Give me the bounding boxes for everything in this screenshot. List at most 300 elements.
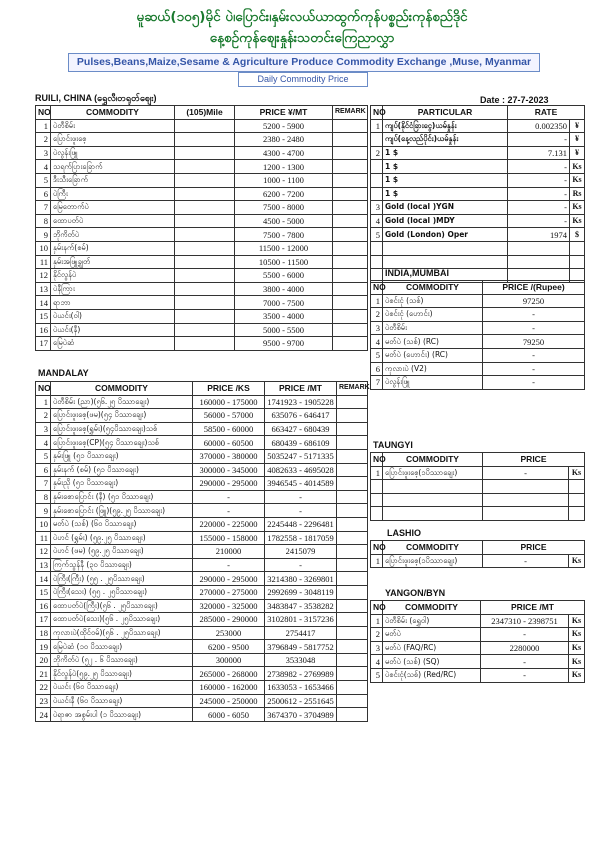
ruili-row-cell	[175, 146, 235, 160]
mandalay-row	[36, 449, 368, 463]
yangon-row-cell: ပဲစင်းငုံ(သစ်) (Red/RC)	[383, 668, 481, 682]
mandalay-row-cell: 6200 - 9500	[193, 640, 265, 654]
mandalay-row-cell: ပဲဟင် (ရွှမ်း) (၅၉.၂၅ ပိဿာချေး)	[51, 531, 193, 545]
mandalay-row-cell	[337, 653, 368, 667]
mandalay-row	[36, 490, 368, 504]
ruili-row	[36, 309, 368, 323]
ruili-row-cell	[175, 133, 235, 147]
mandalay-row	[36, 667, 368, 681]
india-row-cell: 6	[371, 362, 383, 376]
col-price: PRICE ¥/MT	[235, 106, 333, 120]
taungyi-empty-row-cell	[383, 493, 483, 507]
india-row	[371, 362, 585, 376]
india-row	[371, 376, 585, 390]
yangon-header-row	[371, 601, 585, 615]
date-label: Date : 27-7-2023	[480, 95, 549, 105]
ruili-row-cell: သရက်ပြားခြောက်	[51, 160, 175, 174]
yangon-row-cell: 2347310 - 2398751	[481, 614, 569, 628]
taungyi-row-cell: ပြောင်းဖူးစေ့(၁ပိဿာချေး)	[383, 466, 483, 480]
ruili-row-cell: 8	[36, 214, 51, 228]
yangon-row-cell: ပဲတီစိမ်း (ရွှေဝါ)	[383, 614, 481, 628]
ruili-row-cell: ပဲတီစိမ်း	[51, 119, 175, 133]
mandalay-row-cell	[337, 422, 368, 436]
ruili-row-cell: နှမ်းအဖြူ့ချွတ်	[51, 255, 175, 269]
mandalay-row-cell: ပဲကြီး(သေး) (၅၅ . ၂၅ပိဿာချေး)	[51, 585, 193, 599]
mandalay-row-cell: 1	[36, 395, 51, 409]
ruili-row	[36, 282, 368, 296]
ruili-row-cell: 3800 - 4000	[235, 282, 333, 296]
mandalay-row	[36, 504, 368, 518]
india-row	[371, 335, 585, 349]
ruili-row	[36, 173, 368, 187]
lashio-header-row	[371, 541, 585, 555]
mandalay-row-cell: 16	[36, 599, 51, 613]
col-price-ks: PRICE /KS	[193, 382, 265, 396]
taungyi-row-cell: 1	[371, 466, 383, 480]
rate-row	[371, 201, 585, 215]
mandalay-row-cell: ပဲရာဇာ အစွမ်းပါ (၁ ပိဿာချေး)	[51, 708, 193, 722]
rate-row-cell	[371, 160, 383, 174]
mandalay-row-cell: 22	[36, 681, 51, 695]
mandalay-row-cell	[337, 531, 368, 545]
ruili-row-cell: 5000 - 5500	[235, 323, 333, 337]
rate-empty-row	[371, 255, 585, 269]
daily-price-label: Daily Commodity Price	[238, 72, 368, 87]
ruili-row-cell	[333, 323, 368, 337]
taungyi-row	[371, 466, 585, 480]
ruili-row	[36, 133, 368, 147]
yangon-row-cell: Ks	[569, 641, 585, 655]
mandalay-row-cell: 2415079	[265, 545, 337, 559]
mandalay-row-cell: နိုင်လွန်ပဲ(၅၉.၂၅ ပိဿာချေး)	[51, 667, 193, 681]
rate-row-cell: -	[508, 173, 570, 187]
mandalay-header-row	[36, 382, 368, 396]
mandalay-row-cell: -	[193, 490, 265, 504]
rate-row	[371, 133, 585, 147]
mandalay-row-cell	[337, 558, 368, 572]
col-no: NO	[371, 601, 383, 615]
mandalay-row-cell: 155000 - 158000	[193, 531, 265, 545]
mandalay-row	[36, 422, 368, 436]
yangon-row-cell: 2	[371, 628, 383, 642]
india-row-cell: ပဲတီစိမ်း	[383, 321, 483, 335]
col-commodity: COMMODITY	[383, 453, 483, 467]
mandalay-row-cell: မတ်ပဲ (သစ်) (၆၀ ပိဿာချေး)	[51, 517, 193, 531]
mandalay-row-cell: 2754417	[265, 626, 337, 640]
mandalay-row	[36, 640, 368, 654]
ruili-row-cell	[175, 323, 235, 337]
mandalay-row-cell	[337, 449, 368, 463]
lashio-row-cell: 1	[371, 554, 383, 568]
ruili-row-cell	[333, 228, 368, 242]
mandalay-row-cell: 17	[36, 613, 51, 627]
yangon-row-cell: Ks	[569, 668, 585, 682]
yangon-row-cell: 4	[371, 655, 383, 669]
ruili-row-cell: ထောပတ်ပဲ	[51, 214, 175, 228]
ruili-row-cell: နိုင်လွန်ပဲ	[51, 269, 175, 283]
header-subtitle-burmese: နေ့စဉ်ကုန်စျေးနှုန်းသတင်းကြေညာလွှာ	[209, 30, 395, 46]
ruili-row-cell	[333, 214, 368, 228]
ruili-row-cell	[333, 241, 368, 255]
mandalay-row	[36, 681, 368, 695]
mandalay-row-cell: 5035247 - 5171335	[265, 449, 337, 463]
ruili-row	[36, 146, 368, 160]
rate-header-row	[371, 106, 585, 120]
rate-row-cell: 1 $	[383, 187, 508, 201]
col-commodity: COMMODITY	[383, 601, 481, 615]
mandalay-row	[36, 626, 368, 640]
mandalay-row-cell: 60000 - 60500	[193, 436, 265, 450]
mandalay-row	[36, 599, 368, 613]
ruili-row-cell: ရာဘာ	[51, 296, 175, 310]
mandalay-row-cell: 8	[36, 490, 51, 504]
ruili-label: RUILI, CHINA (ရွှေလီ၊တရုတ်ဈေး)	[35, 93, 157, 103]
rate-row-cell: 1	[371, 119, 383, 133]
taungyi-empty-row	[371, 480, 585, 494]
rate-empty-row-cell	[570, 241, 585, 255]
yangon-label: YANGON/BYN	[385, 588, 446, 598]
rate-row-cell: Ks	[570, 201, 585, 215]
rate-row	[371, 228, 585, 242]
mandalay-row-cell	[337, 477, 368, 491]
mandalay-row	[36, 708, 368, 722]
ruili-row-cell: 1000 - 1100	[235, 173, 333, 187]
mandalay-row-cell: 58500 - 60000	[193, 422, 265, 436]
rate-row-cell	[371, 133, 383, 147]
mandalay-label: MANDALAY	[38, 368, 89, 378]
india-row	[371, 294, 585, 308]
mandalay-row-cell: 210000	[193, 545, 265, 559]
mandalay-row-cell: 270000 - 275000	[193, 585, 265, 599]
header-title-burmese: မူဆယ်(၁၀၅)မိုင် ပဲ၊ပြောင်း၊နှမ်းလယ်ယာထွက်ကုန်ပစ္စည်းကုန်စည်ဒိုင်	[136, 9, 468, 25]
mandalay-row-cell: နှမ်းဖြူ (၅၁ ပိဿာချေး)	[51, 449, 193, 463]
mandalay-table	[35, 381, 368, 722]
rate-row-cell: Gold (London) Oper	[383, 228, 508, 242]
rate-row	[371, 160, 585, 174]
ruili-row-cell	[175, 309, 235, 323]
yangon-row	[371, 628, 585, 642]
mandalay-row-cell: 7	[36, 477, 51, 491]
rate-row-cell	[371, 187, 383, 201]
rate-row-cell: -	[508, 214, 570, 228]
taungyi-row-cell: Ks	[569, 466, 585, 480]
ruili-row-cell	[175, 228, 235, 242]
india-row	[371, 348, 585, 362]
india-label: INDIA,MUMBAI	[385, 268, 449, 278]
ruili-row-cell: ပဲယင်း(ဝါ)	[51, 309, 175, 323]
india-row-cell: 79250	[483, 335, 585, 349]
yangon-row-cell: Ks	[569, 628, 585, 642]
ruili-row-cell: ဒီးသီးခြောက်	[51, 173, 175, 187]
mandalay-row-cell: 20	[36, 653, 51, 667]
mandalay-row-cell: နှမ်းစောပြောင်း (ဖြူ)(၅၉.၂၅ ပိဿာချေး)	[51, 504, 193, 518]
mandalay-row-cell: 12	[36, 545, 51, 559]
india-row-cell: ပဲစင်းငုံ (သစ်)	[383, 294, 483, 308]
yangon-row-cell: မတ်ပဲ (သစ်) (SQ)	[383, 655, 481, 669]
mandalay-row-cell: 663427 - 680439	[265, 422, 337, 436]
rate-row-cell: ကျပ်(နေ့လည်ပိုင်း)ယမ်နှုန်း	[383, 133, 508, 147]
rate-row-cell: $	[570, 228, 585, 242]
mandalay-row-cell: -	[265, 558, 337, 572]
mandalay-row	[36, 409, 368, 423]
mandalay-row-cell: နှမ်းညို (၅၁ ပိဿာချေး)	[51, 477, 193, 491]
ruili-row-cell	[175, 337, 235, 351]
col-no: NO	[371, 281, 383, 295]
lashio-row-cell: -	[483, 554, 569, 568]
col-commodity: COMMODITY	[51, 106, 175, 120]
mandalay-row	[36, 572, 368, 586]
mandalay-row-cell: 56000 - 57000	[193, 409, 265, 423]
rate-row-cell: ¥	[570, 119, 585, 133]
mandalay-row-cell: 3533048	[265, 653, 337, 667]
india-row-cell: 97250	[483, 294, 585, 308]
col-price: PRICE /MT	[481, 601, 585, 615]
mandalay-row-cell: ပဲယင်း (၆၀ ပိဿာချေး)	[51, 681, 193, 695]
ruili-row-cell: 12	[36, 269, 51, 283]
rate-row-cell: 1 $	[383, 160, 508, 174]
india-row-cell: 1	[371, 294, 383, 308]
india-row	[371, 321, 585, 335]
yangon-row-cell: 1	[371, 614, 383, 628]
rate-row-cell: ¥	[570, 133, 585, 147]
yangon-row	[371, 655, 585, 669]
mandalay-row-cell: 320000 - 325000	[193, 599, 265, 613]
col-price: PRICE	[483, 541, 585, 555]
mandalay-row-cell: 680439 - 686109	[265, 436, 337, 450]
rate-row-cell: ကျပ်(နိုင်ငံခြားငွေ)ယမ်နှုန်း	[383, 119, 508, 133]
mandalay-row-cell: 2245448 - 2296481	[265, 517, 337, 531]
taungyi-empty-row-cell	[371, 507, 383, 521]
mandalay-row-cell: 285000 - 290000	[193, 613, 265, 627]
mandalay-row-cell	[337, 599, 368, 613]
india-row-cell: မတ်ပဲ (ဟောင်း) (RC)	[383, 348, 483, 362]
yangon-row-cell: မတ်ပဲ	[383, 628, 481, 642]
ruili-row-cell: ပဲယင်း(နီ)	[51, 323, 175, 337]
taungyi-empty-row-cell	[483, 493, 569, 507]
ruili-row-cell	[333, 282, 368, 296]
mandalay-row-cell	[337, 708, 368, 722]
mandalay-row-cell: 300000	[193, 653, 265, 667]
col-no: NO	[371, 453, 383, 467]
ruili-row-cell	[333, 160, 368, 174]
rate-row-cell: 4	[371, 214, 383, 228]
mandalay-row	[36, 613, 368, 627]
mandalay-row-cell: 635076 - 646417	[265, 409, 337, 423]
rate-row	[371, 214, 585, 228]
ruili-row-cell	[175, 173, 235, 187]
rate-row	[371, 119, 585, 133]
ruili-row-cell	[333, 255, 368, 269]
ruili-row-cell: 5200 - 5900	[235, 119, 333, 133]
india-row	[371, 308, 585, 322]
ruili-table	[35, 105, 368, 351]
col-price: PRICE	[483, 453, 585, 467]
ruili-row-cell: 9500 - 9700	[235, 337, 333, 351]
mandalay-row	[36, 694, 368, 708]
rate-row-cell: 0.002350	[508, 119, 570, 133]
mandalay-row-cell: 3	[36, 422, 51, 436]
ruili-row-cell: ပဲကြီး	[51, 187, 175, 201]
ruili-row	[36, 201, 368, 215]
ruili-row-cell: 2	[36, 133, 51, 147]
col-commodity: COMMODITY	[383, 541, 483, 555]
mandalay-row-cell: 220000 - 225000	[193, 517, 265, 531]
ruili-row-cell: ပဲလွန်းဖြူ	[51, 146, 175, 160]
india-table	[370, 280, 585, 390]
mandalay-row-cell: 3674370 - 3704989	[265, 708, 337, 722]
mandalay-row-cell: ပဲတီစိမ်း (ညာ)(၅၆.၂၅ ပိဿာချေး)	[51, 395, 193, 409]
mandalay-row-cell	[337, 667, 368, 681]
col-price-mt: PRICE /MT	[265, 382, 337, 396]
ruili-row-cell: 3	[36, 146, 51, 160]
india-row-cell: 7	[371, 376, 383, 390]
mandalay-row-cell: 2	[36, 409, 51, 423]
mandalay-row-cell: 18	[36, 626, 51, 640]
mandalay-row-cell: 290000 - 295000	[193, 477, 265, 491]
mandalay-row	[36, 531, 368, 545]
ruili-row-cell	[175, 296, 235, 310]
mandalay-row-cell: 9	[36, 504, 51, 518]
mandalay-row-cell: -	[265, 490, 337, 504]
col-mile: (105)Mile	[175, 106, 235, 120]
header-english-title: Pulses,Beans,Maize,Sesame & Agriculture Produce Commodity Exchange ,Muse, Myanmar	[68, 53, 540, 72]
ruili-row-cell: ပြောင်းဖူးစေ့	[51, 133, 175, 147]
taungyi-empty-row-cell	[569, 507, 585, 521]
ruili-row-cell: 5500 - 6000	[235, 269, 333, 283]
mandalay-row-cell: 11	[36, 531, 51, 545]
yangon-row-cell: 2280000	[481, 641, 569, 655]
ruili-row-cell: ဘိုကိတ်ပဲ	[51, 228, 175, 242]
mandalay-row-cell	[337, 463, 368, 477]
mandalay-row-cell: 2738982 - 2769989	[265, 667, 337, 681]
taungyi-empty-row-cell	[483, 480, 569, 494]
ruili-row	[36, 241, 368, 255]
rate-row-cell: 1 $	[383, 173, 508, 187]
taungyi-table	[370, 452, 585, 480]
ruili-row	[36, 228, 368, 242]
india-row-cell: 5	[371, 348, 383, 362]
mandalay-row	[36, 395, 368, 409]
col-rate: RATE	[508, 106, 585, 120]
india-row-cell: ပဲစင်းငုံ (ဟောင်း)	[383, 308, 483, 322]
rate-empty-row-cell	[383, 255, 508, 269]
mandalay-row-cell: 1741923 - 1905228	[265, 395, 337, 409]
mandalay-row	[36, 545, 368, 559]
yangon-row	[371, 614, 585, 628]
mandalay-row-cell: ထောပတ်ပဲ(သေး)(၅၆ . ၂၅ပိဿာချေး)	[51, 613, 193, 627]
ruili-row-cell	[333, 337, 368, 351]
yangon-row-cell: 3	[371, 641, 383, 655]
ruili-row	[36, 160, 368, 174]
india-row-cell: 3	[371, 321, 383, 335]
ruili-row-cell	[175, 160, 235, 174]
mandalay-row-cell	[337, 613, 368, 627]
col-commodity: COMMODITY	[51, 382, 193, 396]
mandalay-row-cell	[337, 409, 368, 423]
mandalay-row-cell: ဘိုကိတ်ပဲ (၅၂ . ၆ ပိဿာချေး)	[51, 653, 193, 667]
ruili-row-cell: 13	[36, 282, 51, 296]
rate-row-cell: Gold (local )YGN	[383, 201, 508, 215]
rate-row-cell: 1974	[508, 228, 570, 242]
ruili-row-cell: မြေတောက်ပဲ	[51, 201, 175, 215]
ruili-row-cell	[333, 269, 368, 283]
ruili-row-cell: 6200 - 7200	[235, 187, 333, 201]
ruili-row-cell: 7500 - 8000	[235, 201, 333, 215]
taungyi-empty-row-cell	[383, 480, 483, 494]
col-remark: REMARK	[333, 106, 368, 120]
india-row-cell: 2	[371, 308, 383, 322]
mandalay-row-cell	[337, 517, 368, 531]
rate-row-cell: -	[508, 133, 570, 147]
mandalay-row-cell: 245000 - 250000	[193, 694, 265, 708]
ruili-row-cell: 10	[36, 241, 51, 255]
rate-row	[371, 146, 585, 160]
rate-row	[371, 187, 585, 201]
taungyi-empty-row-cell	[371, 493, 383, 507]
mandalay-row	[36, 477, 368, 491]
mandalay-row	[36, 585, 368, 599]
lashio-row-cell: ပြောင်းဖူးစေ့(၁ပိဿာချေး)	[383, 554, 483, 568]
rate-row-cell: ¥	[570, 146, 585, 160]
mandalay-row-cell: နှမ်းနက် (စမ်) (၅၁ ပိဿာချေး)	[51, 463, 193, 477]
ruili-row-cell	[175, 187, 235, 201]
mandalay-row-cell: 21	[36, 667, 51, 681]
ruili-row-cell	[175, 201, 235, 215]
ruili-row-cell: 7000 - 7500	[235, 296, 333, 310]
rate-row-cell: Ks	[570, 173, 585, 187]
india-row-cell: -	[483, 308, 585, 322]
mandalay-row-cell	[337, 626, 368, 640]
yangon-row-cell: -	[481, 655, 569, 669]
taungyi-empty-row	[371, 507, 585, 521]
taungyi-empty-row-cell	[569, 480, 585, 494]
mandalay-row-cell: ပဲကြီး(ကြီး) (၅၅ . ၂၅ပိဿာချေး)	[51, 572, 193, 586]
mandalay-row-cell	[337, 504, 368, 518]
ruili-row-cell: 4	[36, 160, 51, 174]
mandalay-row-cell: 19	[36, 640, 51, 654]
mandalay-row-cell: 24	[36, 708, 51, 722]
rate-row-cell: 3	[371, 201, 383, 215]
yangon-table	[370, 600, 585, 683]
lashio-table	[370, 540, 585, 568]
mandalay-row-cell: 300000 - 345000	[193, 463, 265, 477]
col-no: NO	[371, 106, 383, 120]
ruili-row-cell	[333, 133, 368, 147]
rate-row	[371, 173, 585, 187]
mandalay-row-cell	[337, 395, 368, 409]
yangon-row-cell: -	[481, 668, 569, 682]
mandalay-row-cell: 14	[36, 572, 51, 586]
rate-row-cell: Gold (local )MDY	[383, 214, 508, 228]
rate-empty-row	[371, 241, 585, 255]
mandalay-row-cell	[337, 681, 368, 695]
india-row-cell: -	[483, 348, 585, 362]
ruili-row-cell: နှမ်းနက်(စမ်)	[51, 241, 175, 255]
rate-empty-row-cell	[371, 241, 383, 255]
mandalay-row-cell: 15	[36, 585, 51, 599]
ruili-row-cell	[175, 255, 235, 269]
mandalay-row-cell: ကုလားပဲ(ထိုင်ဝမ်)(၅၆ . ၂၅ပိဿာချေး)	[51, 626, 193, 640]
lashio-row	[371, 554, 585, 568]
india-row-cell: 4	[371, 335, 383, 349]
mandalay-row-cell: -	[193, 504, 265, 518]
ruili-row-cell	[175, 241, 235, 255]
ruili-row-cell	[333, 187, 368, 201]
mandalay-row-cell: 6	[36, 463, 51, 477]
mandalay-row-cell: 23	[36, 694, 51, 708]
ruili-row-cell: 5	[36, 173, 51, 187]
mandalay-row	[36, 653, 368, 667]
